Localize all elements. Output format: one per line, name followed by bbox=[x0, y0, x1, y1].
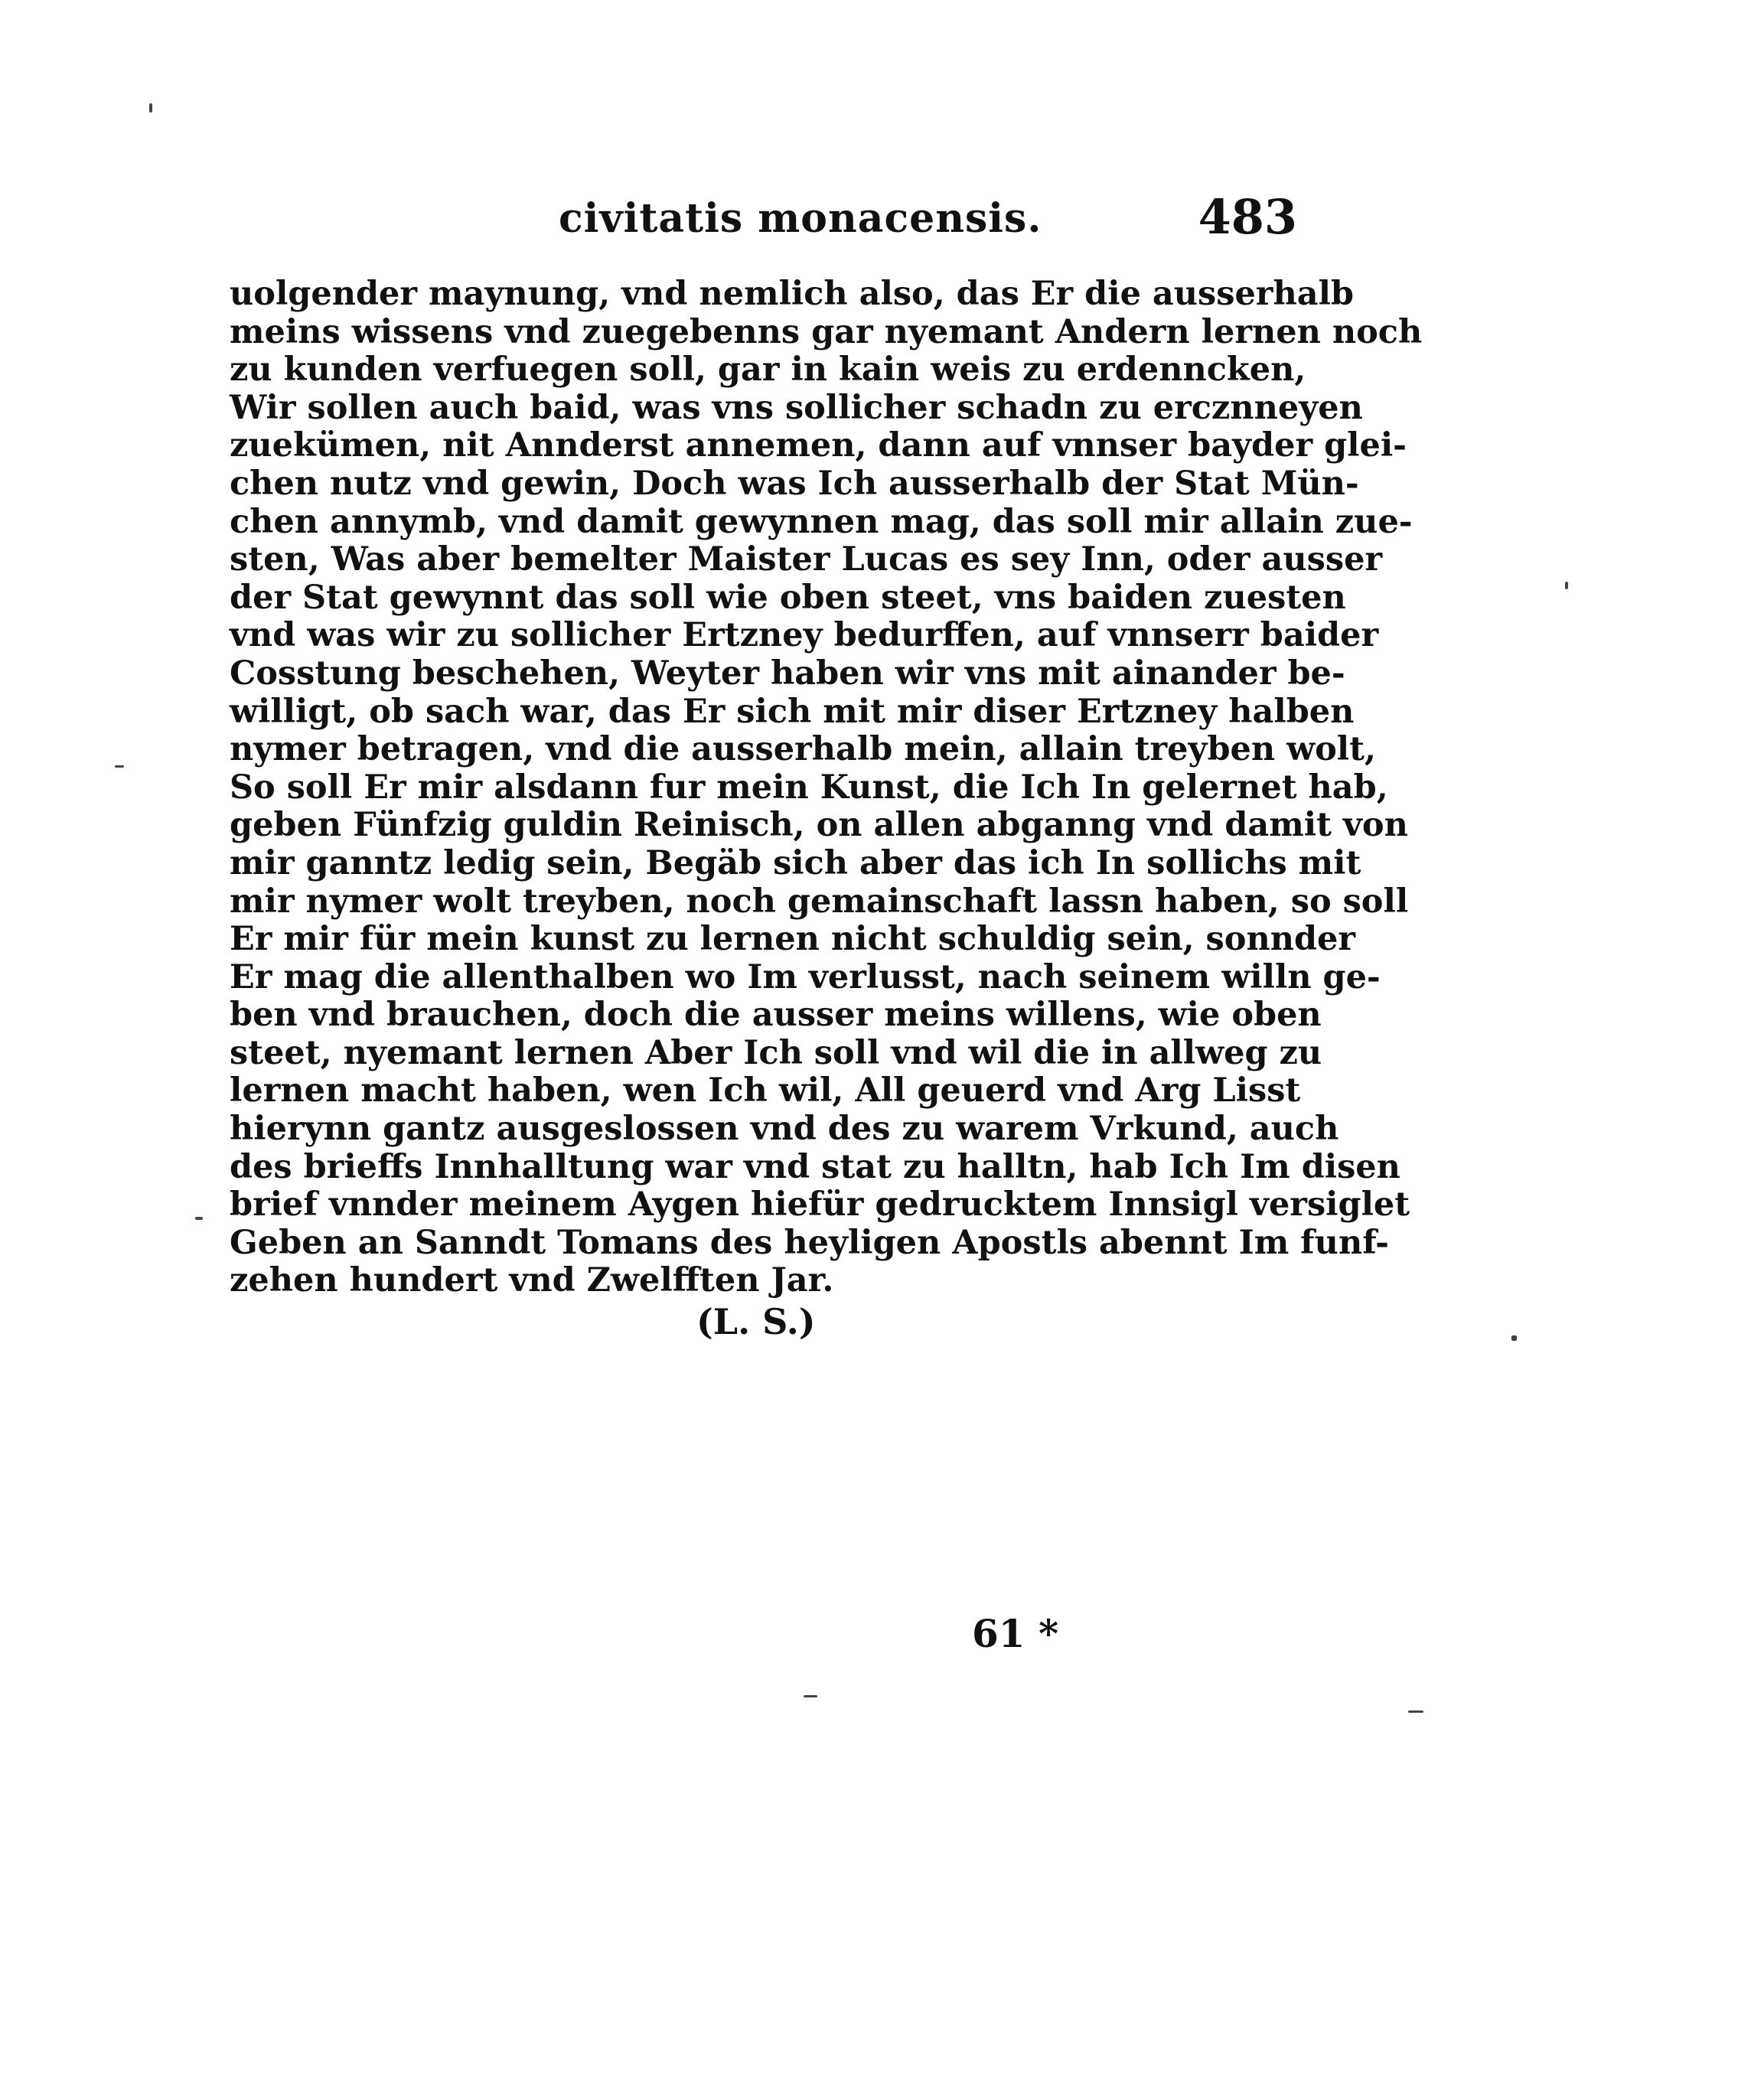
text-line: des brieffs Innhalltung war vnd stat zu halltn, hab Ich Im disen bbox=[230, 1147, 1400, 1186]
scan-speck bbox=[115, 765, 124, 768]
text-line: der Stat gewynnt das soll wie oben steet, vns baiden zuesten bbox=[230, 578, 1346, 617]
signature-mark: 61 * bbox=[972, 1611, 1059, 1656]
scan-speck bbox=[1565, 582, 1568, 589]
scan-speck bbox=[804, 1695, 817, 1697]
text-line: vnd was wir zu sollicher Ertzney bedurffen, auf vnnserr baider bbox=[230, 616, 1379, 655]
scan-speck bbox=[149, 103, 152, 113]
text-line: hierynn gantz ausgeslossen vnd des zu warem Vrkund, auch bbox=[230, 1110, 1339, 1149]
text-line: Wir sollen auch baid, was vns sollicher schadn zu ercznneyen bbox=[230, 388, 1363, 427]
text-line: meins wissens vnd zuegebenns gar nyemant Andern lernen noch bbox=[230, 312, 1423, 351]
text-line: geben Fünfzig guldin Reinisch, on allen abganng vnd damit von bbox=[230, 806, 1408, 845]
text-line: zehen hundert vnd Zwelfften Jar. bbox=[230, 1261, 834, 1300]
text-line: Cosstung beschehen, Weyter haben wir vns mit ainander be- bbox=[230, 654, 1345, 693]
text-line: chen annymb, vnd damit gewynnen mag, das soll mir allain zue- bbox=[230, 502, 1413, 541]
text-line: Geben an Sanndt Tomans des heyligen Apostls abennt Im funf- bbox=[230, 1223, 1390, 1262]
text-line: mir nymer wolt treyben, noch gemainschaft lassn haben, so soll bbox=[230, 882, 1409, 921]
running-head: civitatis monacensis. bbox=[559, 195, 1042, 242]
page-number: 483 bbox=[1198, 189, 1297, 245]
page-header bbox=[230, 189, 1297, 249]
text-line: uolgender maynung, vnd nemlich also, das Er die ausserhalb bbox=[230, 275, 1354, 313]
text-line: mir ganntz ledig sein, Begäb sich aber das ich In sollichs mit bbox=[230, 843, 1361, 882]
scan-speck bbox=[1408, 1710, 1423, 1713]
text-line: Er mag die allenthalben wo Im verlusst, nach seinem willn ge- bbox=[230, 957, 1381, 996]
body-text bbox=[230, 275, 1423, 1300]
text-line: Er mir für mein kunst zu lernen nicht schuldig sein, sonnder bbox=[230, 920, 1356, 959]
scan-speck bbox=[1511, 1335, 1517, 1341]
seal-mark: (L. S.) bbox=[696, 1301, 816, 1342]
text-line: So soll Er mir alsdann fur mein Kunst, die Ich In gelernet hab, bbox=[230, 768, 1388, 807]
text-line: zu kunden verfuegen soll, gar in kain weis zu erdenncken, bbox=[230, 351, 1306, 390]
scan-speck bbox=[195, 1217, 203, 1220]
text-line: sten, Was aber bemelter Maister Lucas es sey Inn, oder ausser bbox=[230, 540, 1383, 579]
text-line: nymer betragen, vnd die ausserhalb mein, allain treyben wolt, bbox=[230, 730, 1376, 769]
text-line: ben vnd brauchen, doch die ausser meins willens, wie oben bbox=[230, 996, 1322, 1035]
text-line: zuekümen, nit Annderst annemen, dann auf vnnser bayder glei- bbox=[230, 426, 1407, 465]
text-line: steet, nyemant lernen Aber Ich soll vnd wil die in allweg zu bbox=[230, 1033, 1322, 1072]
text-line: lernen macht haben, wen Ich wil, All geuerd vnd Arg Lisst bbox=[230, 1071, 1301, 1110]
text-line: chen nutz vnd gewin, Doch was Ich ausserhalb der Stat Mün- bbox=[230, 464, 1359, 503]
text-line: brief vnnder meinem Aygen hiefür gedrucktem Innsigl versiglet bbox=[230, 1185, 1410, 1224]
text-line: willigt, ob sach war, das Er sich mit mir diser Ertzney halben bbox=[230, 692, 1355, 731]
